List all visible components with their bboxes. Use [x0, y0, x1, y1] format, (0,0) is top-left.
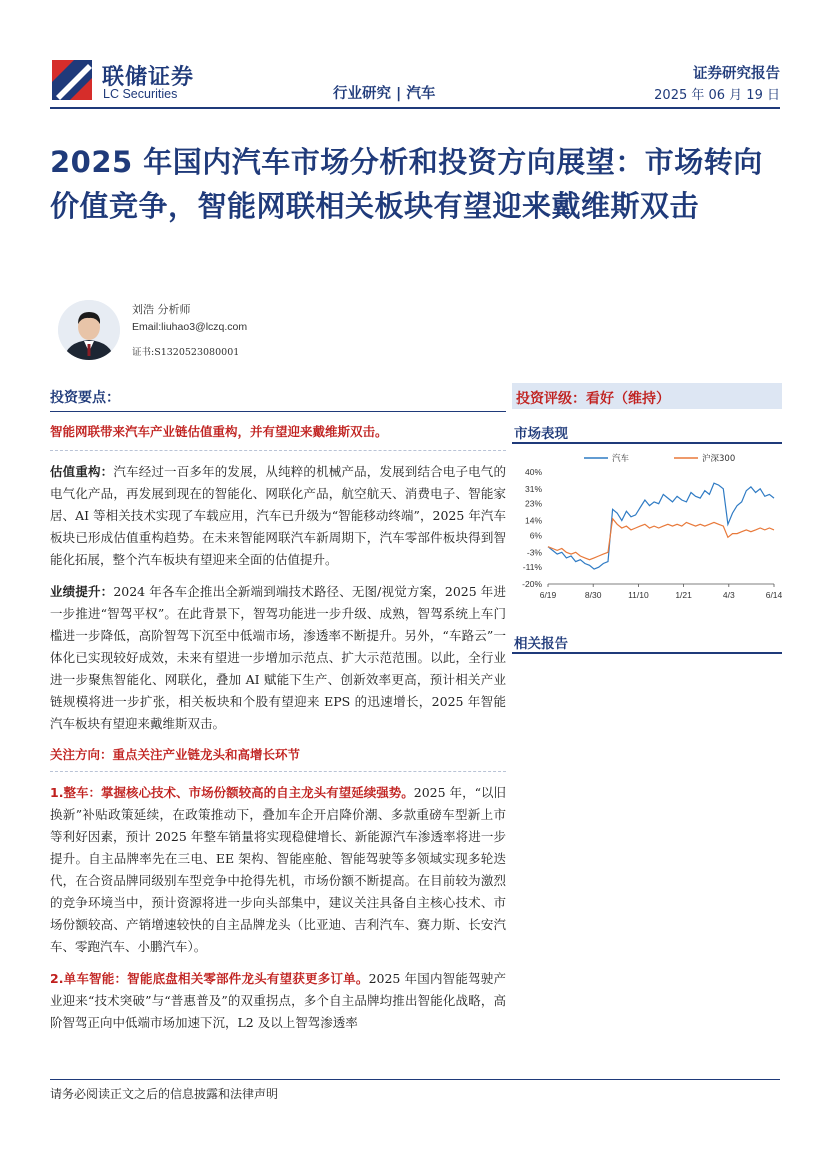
report-type: 证券研究报告 [693, 66, 780, 82]
market-performance-chart [512, 446, 784, 606]
industry-tag: 行业研究 | 汽车 [333, 86, 436, 102]
brand-name-en: LC Securities [103, 87, 178, 101]
section-divider [512, 652, 782, 654]
focus-heading: 关注方向：重点关注产业链龙头和高增长环节 [50, 745, 506, 772]
legend-label: 沪深300 [702, 454, 736, 464]
y-tick-label: 6% [529, 530, 542, 541]
analyst-certificate: 证书:S1320523080001 [132, 347, 240, 358]
x-tick-label: 8/30 [584, 590, 602, 600]
investment-highlights [50, 383, 506, 1044]
brand-name: 联储证券 [102, 65, 195, 90]
legend-label: 汽车 [612, 454, 630, 464]
report-date: 2025 年 06 月 19 日 [654, 88, 780, 103]
paragraph-lead: 2.单车智能：智能底盘相关零部件龙头有望获更多订单。 [50, 971, 369, 986]
paragraph-lead: 1.整车：掌握核心技术、市场份额较高的自主龙头有望延续强势。 [50, 785, 414, 800]
paragraph-body: 汽车经过一百多年的发展，从纯粹的机械产品，发展到结合电子电气的电气化产品，再发展到现在的智能化、网联化产品，航空航天、消费电子、智能家居、AI 等相关技术实现了车载应用，汽车已升级为“智能移动终端”，2025 年汽车板块已形成估值重构趋势。在未来智能网联汽车新周期下，汽车零部件板块得到智能化拓展，整个汽车板块有望迎来全面的估值提升。 [50, 464, 506, 567]
chart-svg [512, 446, 784, 606]
x-tick-label: 1/21 [675, 590, 692, 600]
smart-vehicle-paragraph [50, 968, 506, 1034]
series-line-2 [548, 519, 774, 560]
footer-divider [50, 1079, 780, 1080]
section-heading: 投资要点： [50, 383, 506, 412]
y-tick-label: 23% [524, 498, 542, 509]
key-highlight: 智能网联带来汽车产业链估值重构，并有望迎来戴维斯双击。 [50, 422, 506, 451]
page-title: 2025 年国内汽车市场分析和投资方向展望：市场转向价值竞争，智能网联相关板块有望迎来戴维斯双击 [50, 145, 763, 223]
analyst-name: 刘浩 分析师 [132, 303, 191, 316]
x-tick-label: 6/14 [765, 590, 783, 600]
investment-rating: 投资评级：看好（维持） [516, 391, 670, 407]
paragraph-body: 2025 年国内智能驾驶产业迎来“技术突破”与“普惠普及”的双重拐点，多个自主品牌均推出智能化战略，高阶智驾正向中低端市场加速下沉，L2 及以上智驾渗透率 [50, 971, 506, 1030]
analyst-email[interactable]: Email:liuhao3@lczq.com [132, 321, 248, 333]
x-tick-label: 6/19 [539, 590, 557, 600]
analyst-avatar [58, 300, 120, 360]
vehicle-paragraph [50, 782, 506, 958]
paragraph-body: 2025 年，“以旧换新”补贴政策延续，在政策推动下，叠加车企开启降价潮、多款重磅车型新上市等利好因素，预计 2025 年整车销量将实现稳健增长、新能源汽车渗透率将进一步提升。自主品牌率先在三电、EE 架构、智能座舱、智能驾驶等多领域实现多轮迭代，在合资品牌同级别车型竞争中抢得先机，市场份额不断提高。在目前较为激烈的竞争环境当中，预计资源将进一步向头部集中，建议关注具备自主核心技术、市场份额较高、产销增速较快的自主品牌龙头（比亚迪、吉利汽车、赛力斯、长安汽车、零跑汽车、小鹏汽车）。 [50, 785, 506, 954]
earnings-paragraph [50, 581, 506, 735]
x-tick-label: 11/10 [628, 590, 649, 600]
brand-logo-icon [52, 60, 92, 100]
x-tick-label: 4/3 [722, 590, 735, 600]
paragraph-lead: 估值重构： [50, 464, 114, 479]
header-divider [50, 107, 780, 109]
paragraph-lead: 业绩提升： [50, 584, 114, 599]
y-tick-label: 31% [524, 483, 542, 494]
y-tick-label: 40% [524, 467, 542, 477]
y-tick-label: -3% [526, 547, 542, 558]
market-performance-heading: 市场表现 [514, 426, 568, 442]
y-tick-label: 14% [524, 515, 542, 526]
disclosure-note[interactable]: 请务必阅读正文之后的信息披露和法律声明 [50, 1087, 279, 1101]
related-reports-heading: 相关报告 [514, 636, 568, 652]
y-tick-label: -20% [522, 579, 542, 589]
section-divider [512, 442, 782, 444]
paragraph-body: 2024 年各车企推出全新端到端技术路径、无图/视觉方案，2025 年进一步推进“智驾平权”。在此背景下，智驾功能进一步升级、成熟，智驾系统上车门槛进一步降低，高阶智驾下沉至中低端市场，渗透率不断提升。另外，“车路云”一体化已实现较好成效，未来有望进一步增加示范点、扩大示范范围。以此，全行业进一步聚焦智能化、网联化，叠加 AI 赋能下生产、创新效率更高，预计相关产业链规模将进一步扩张，相关板块和个股有望迎来 EPS 的迅速增长，2025 年智能汽车板块有望迎来戴维斯双击。 [50, 584, 506, 731]
valuation-paragraph [50, 461, 506, 571]
y-tick-label: -11% [522, 562, 542, 573]
